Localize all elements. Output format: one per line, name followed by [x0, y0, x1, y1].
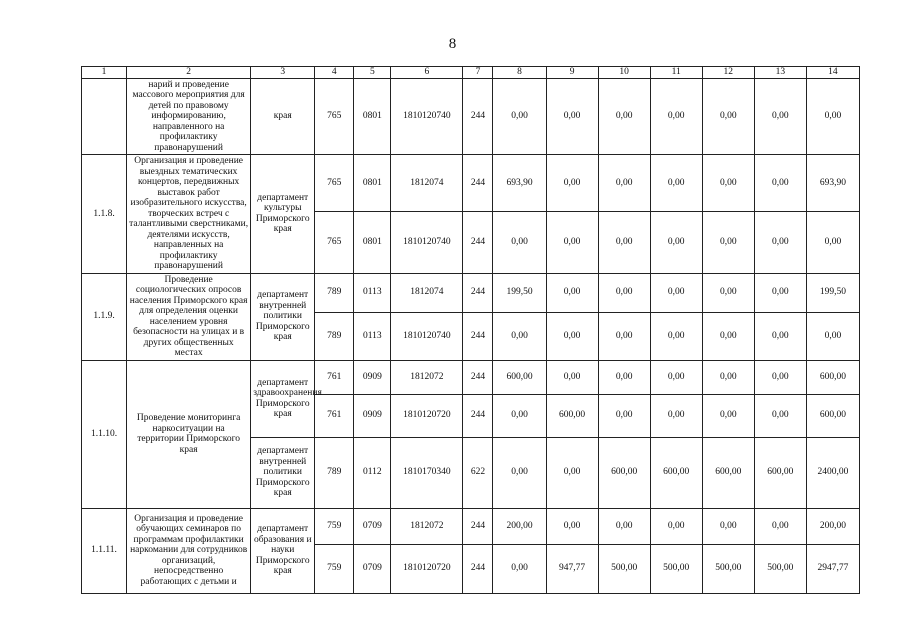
table-row — [82, 360, 860, 394]
y2019-cell: 0,00 — [754, 394, 806, 437]
y2016-cell: 0,00 — [598, 360, 650, 394]
event-name-cell: Организация и проведение выездных тематических концертов, передвижных выставок работ изобразительного искусства, творческих встреч с талантливыми сверстниками, деятелями искусств, направленных на профилактику правонарушений — [127, 155, 251, 274]
y2018-cell: 0,00 — [702, 394, 754, 437]
y2017-cell: 0,00 — [650, 360, 702, 394]
total-cell: 0,00 — [806, 312, 859, 360]
y2015-cell: 0,00 — [546, 360, 598, 394]
budget-table — [81, 66, 860, 594]
executor-cell: департамент культуры Приморского края — [251, 155, 315, 274]
y2017-cell: 0,00 — [650, 211, 702, 273]
y2019-cell: 0,00 — [754, 360, 806, 394]
y2018-cell: 0,00 — [702, 273, 754, 312]
y2019-cell: 0,00 — [754, 78, 806, 155]
expense-type-cell: 244 — [463, 78, 493, 155]
expense-type-cell: 244 — [463, 508, 493, 544]
total-cell: 693,90 — [806, 155, 859, 212]
target-article-cell: 1810120740 — [391, 312, 463, 360]
grbs-cell: 765 — [315, 155, 354, 212]
executor-cell: департамент внутренней политики Приморского края — [251, 437, 315, 508]
y2015-cell: 0,00 — [546, 437, 598, 508]
y2015-cell: 0,00 — [546, 155, 598, 212]
section-cell: 0709 — [354, 508, 391, 544]
section-cell: 0112 — [354, 437, 391, 508]
section-cell: 0113 — [354, 312, 391, 360]
target-article-cell: 1810170340 — [391, 437, 463, 508]
y2014-cell: 199,50 — [493, 273, 546, 312]
y2016-cell: 0,00 — [598, 78, 650, 155]
y2017-cell: 0,00 — [650, 394, 702, 437]
y2014-cell: 600,00 — [493, 360, 546, 394]
total-cell: 2400,00 — [806, 437, 859, 508]
grbs-cell: 761 — [315, 394, 354, 437]
y2014-cell: 0,00 — [493, 78, 546, 155]
y2015-cell: 947,77 — [546, 544, 598, 593]
expense-type-cell: 244 — [463, 544, 493, 593]
section-cell: 0909 — [354, 394, 391, 437]
event-name-cell: Организация и проведение обучающих семинаров по программам профилактики наркомании для сотрудников организаций, непосредственно работающих с детьми и — [127, 508, 251, 593]
y2014-cell: 0,00 — [493, 312, 546, 360]
y2016-cell: 0,00 — [598, 394, 650, 437]
header-cell-8: 8 — [493, 67, 546, 79]
grbs-cell: 761 — [315, 360, 354, 394]
y2016-cell: 0,00 — [598, 273, 650, 312]
row-number-cell: 1.1.10. — [82, 360, 127, 508]
header-cell-6: 6 — [391, 67, 463, 79]
header-cell-1: 1 — [82, 67, 127, 79]
y2016-cell: 0,00 — [598, 312, 650, 360]
grbs-cell: 765 — [315, 211, 354, 273]
y2016-cell: 500,00 — [598, 544, 650, 593]
y2017-cell: 0,00 — [650, 155, 702, 212]
y2017-cell: 500,00 — [650, 544, 702, 593]
row-number-cell: 1.1.9. — [82, 273, 127, 360]
header-cell-10: 10 — [598, 67, 650, 79]
target-article-cell: 1812072 — [391, 360, 463, 394]
y2014-cell: 693,90 — [493, 155, 546, 212]
y2015-cell: 600,00 — [546, 394, 598, 437]
y2014-cell: 200,00 — [493, 508, 546, 544]
event-name-cell: Проведение мониторинга наркоситуации на территории Приморского края — [127, 360, 251, 508]
table-row — [82, 78, 860, 155]
header-cell-11: 11 — [650, 67, 702, 79]
header-cell-2: 2 — [127, 67, 251, 79]
grbs-cell: 789 — [315, 312, 354, 360]
executor-cell: края — [251, 78, 315, 155]
y2015-cell: 0,00 — [546, 78, 598, 155]
expense-type-cell: 244 — [463, 360, 493, 394]
y2014-cell: 0,00 — [493, 394, 546, 437]
grbs-cell: 765 — [315, 78, 354, 155]
expense-type-cell: 244 — [463, 155, 493, 212]
header-cell-13: 13 — [754, 67, 806, 79]
y2019-cell: 500,00 — [754, 544, 806, 593]
y2019-cell: 0,00 — [754, 211, 806, 273]
expense-type-cell: 244 — [463, 273, 493, 312]
target-article-cell: 1810120740 — [391, 211, 463, 273]
y2016-cell: 0,00 — [598, 508, 650, 544]
total-cell: 0,00 — [806, 211, 859, 273]
header-cell-12: 12 — [702, 67, 754, 79]
y2015-cell: 0,00 — [546, 273, 598, 312]
target-article-cell: 1810120720 — [391, 394, 463, 437]
y2016-cell: 600,00 — [598, 437, 650, 508]
target-article-cell: 1810120720 — [391, 544, 463, 593]
target-article-cell: 1810120740 — [391, 78, 463, 155]
header-cell-7: 7 — [463, 67, 493, 79]
y2019-cell: 600,00 — [754, 437, 806, 508]
y2015-cell: 0,00 — [546, 508, 598, 544]
header-cell-5: 5 — [354, 67, 391, 79]
header-cell-9: 9 — [546, 67, 598, 79]
expense-type-cell: 244 — [463, 394, 493, 437]
event-name-cell: Проведение социологических опросов населения Приморского края для определения оценки населением уровня безопасности на улицах и в других общественных местах — [127, 273, 251, 360]
y2017-cell: 0,00 — [650, 78, 702, 155]
y2018-cell: 0,00 — [702, 360, 754, 394]
section-cell: 0113 — [354, 273, 391, 312]
y2019-cell: 0,00 — [754, 273, 806, 312]
y2018-cell: 0,00 — [702, 211, 754, 273]
executor-cell: департамент внутренней политики Приморского края — [251, 273, 315, 360]
y2017-cell: 0,00 — [650, 273, 702, 312]
total-cell: 2947,77 — [806, 544, 859, 593]
total-cell: 199,50 — [806, 273, 859, 312]
total-cell: 0,00 — [806, 78, 859, 155]
table-row — [82, 508, 860, 544]
y2018-cell: 0,00 — [702, 155, 754, 212]
y2014-cell: 0,00 — [493, 437, 546, 508]
grbs-cell: 789 — [315, 273, 354, 312]
executor-cell: департамент здравоохранения Приморского края — [251, 360, 315, 437]
y2018-cell: 500,00 — [702, 544, 754, 593]
y2019-cell: 0,00 — [754, 155, 806, 212]
y2018-cell: 600,00 — [702, 437, 754, 508]
expense-type-cell: 244 — [463, 211, 493, 273]
y2019-cell: 0,00 — [754, 312, 806, 360]
total-cell: 600,00 — [806, 360, 859, 394]
section-cell: 0801 — [354, 155, 391, 212]
table-row — [82, 273, 860, 312]
section-cell: 0709 — [354, 544, 391, 593]
executor-cell: департамент образования и науки Приморского края — [251, 508, 315, 593]
y2014-cell: 0,00 — [493, 544, 546, 593]
header-row — [82, 67, 860, 79]
y2017-cell: 0,00 — [650, 312, 702, 360]
grbs-cell: 759 — [315, 508, 354, 544]
section-cell: 0801 — [354, 211, 391, 273]
event-name-cell: нарий и проведение массового мероприятия для детей по правовому информированию, направленного на профилактику правонарушений — [127, 78, 251, 155]
header-cell-4: 4 — [315, 67, 354, 79]
target-article-cell: 1812074 — [391, 155, 463, 212]
y2016-cell: 0,00 — [598, 211, 650, 273]
y2017-cell: 600,00 — [650, 437, 702, 508]
page-number: 8 — [448, 36, 457, 52]
header-cell-14: 14 — [806, 67, 859, 79]
target-article-cell: 1812074 — [391, 273, 463, 312]
section-cell: 0909 — [354, 360, 391, 394]
expense-type-cell: 622 — [463, 437, 493, 508]
table-row — [82, 155, 860, 212]
header-cell-3: 3 — [251, 67, 315, 79]
total-cell: 200,00 — [806, 508, 859, 544]
expense-type-cell: 244 — [463, 312, 493, 360]
grbs-cell: 759 — [315, 544, 354, 593]
row-number-cell — [82, 78, 127, 155]
y2018-cell: 0,00 — [702, 508, 754, 544]
y2018-cell: 0,00 — [702, 312, 754, 360]
y2015-cell: 0,00 — [546, 211, 598, 273]
target-article-cell: 1812072 — [391, 508, 463, 544]
y2016-cell: 0,00 — [598, 155, 650, 212]
y2017-cell: 0,00 — [650, 508, 702, 544]
y2014-cell: 0,00 — [493, 211, 546, 273]
section-cell: 0801 — [354, 78, 391, 155]
row-number-cell: 1.1.8. — [82, 155, 127, 274]
row-number-cell: 1.1.11. — [82, 508, 127, 593]
y2018-cell: 0,00 — [702, 78, 754, 155]
y2015-cell: 0,00 — [546, 312, 598, 360]
grbs-cell: 789 — [315, 437, 354, 508]
y2019-cell: 0,00 — [754, 508, 806, 544]
total-cell: 600,00 — [806, 394, 859, 437]
